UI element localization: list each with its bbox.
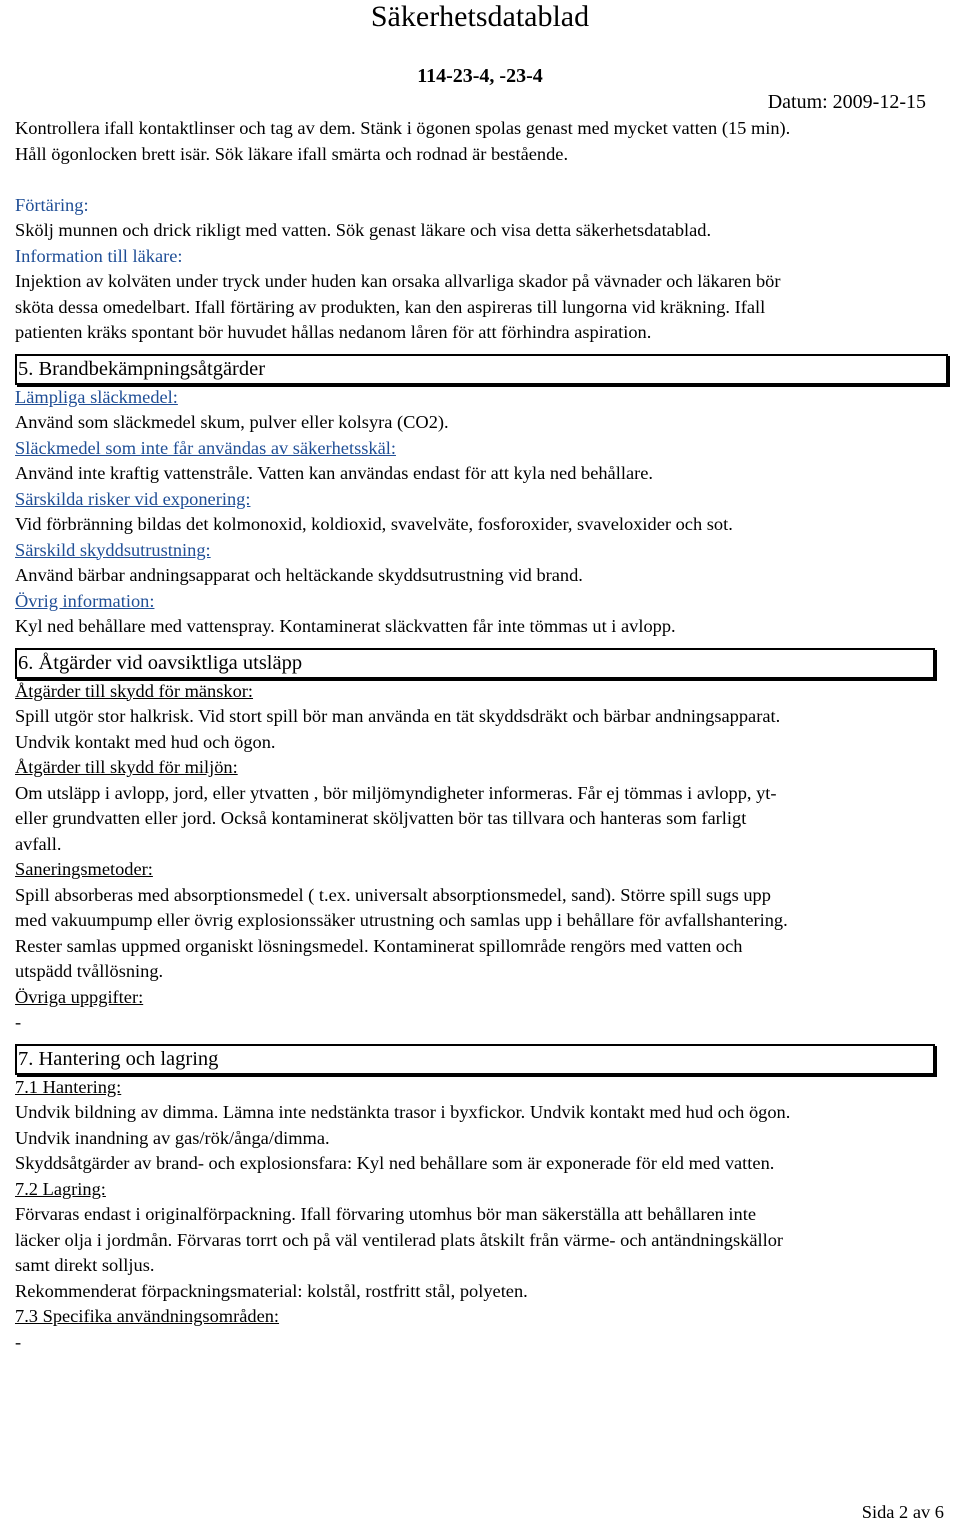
section-5-label-2: Släckmedel som inte får användas av säkerhetsskäl: <box>15 437 396 458</box>
section-5-label-4: Särskild skyddsutrustning: <box>15 539 211 560</box>
doctor-info-label: Information till läkare: <box>15 245 183 266</box>
section-7-handling-line-2: Undvik inandning av gas/rök/ånga/dimma. <box>15 1127 330 1148</box>
section-6-cleanup-line-4: utspädd tvållösning. <box>15 961 164 981</box>
document-body <box>15 116 950 1355</box>
section-6-env-line-3: avfall. <box>15 833 62 854</box>
ingestion-label: Förtäring: <box>15 194 89 215</box>
section-6-heading: 6. Åtgärder vid oavsiktliga utsläpp <box>15 648 935 679</box>
section-6-cleanup-line-1: Spill absorberas med absorptionsmedel ( t.ex. universalt absorptionsmedel, sand). Större spill sugs upp <box>15 884 771 905</box>
product-code: 114-23-4, -23-4 <box>417 65 543 87</box>
section-6-cleanup-line-2: med vakuumpump eller övrig explosionssäker utrustning och samlas upp i behållare för avfallshantering. <box>15 910 788 930</box>
document-title: Säkerhetsdatablad <box>370 0 590 33</box>
section-7-heading: 7. Hantering och lagring <box>15 1044 935 1075</box>
page-number: Sida 2 av 6 <box>861 1502 944 1522</box>
section-6-cleanup-label: Saneringsmetoder: <box>15 859 153 879</box>
section-5-text-2: Använd inte kraftig vattenstråle. Vatten kan användas endast för att kyla ned behållare. <box>15 463 653 483</box>
section-5-text-1: Använd som släckmedel skum, pulver eller kolsyra (CO2). <box>15 412 449 432</box>
section-5-label-5: Övrig information: <box>15 590 155 611</box>
section-5-label-1: Lämpliga släckmedel: <box>15 386 178 407</box>
section-7-handling-label: 7.1 Hantering: <box>15 1076 122 1097</box>
eye-contact-line-1: Kontrollera ifall kontaktlinser och tag av dem. Stänk i ögonen spolas genast med mycket vatten (15 min). <box>15 118 791 138</box>
section-6-cleanup-line-3: Rester samlas uppmed organiskt lösningsmedel. Kontaminerat spillområde rengörs med vatten och <box>15 935 743 956</box>
section-7-uses-label: 7.3 Specifika användningsområden: <box>15 1306 280 1326</box>
section-7-handling-line-3: Skyddsåtgärder av brand- och explosionsfara: Kyl ned behållare som är exponerade för eld med vatten. <box>15 1153 775 1173</box>
section-7-storage-line-3: samt direkt solljus. <box>15 1255 155 1275</box>
section-5-heading: 5. Brandbekämpningsåtgärder <box>15 354 948 385</box>
section-6-people-label: Åtgärder till skydd för mänskor: <box>15 680 254 701</box>
section-6-people-line-2: Undvik kontakt med hud och ögon. <box>15 731 276 752</box>
eye-contact-line-2: Håll ögonlocken brett isär. Sök läkare ifall smärta och rodnad är bestående. <box>15 143 569 164</box>
section-7-handling-line-1: Undvik bildning av dimma. Lämna inte nedstänkta trasor i byxfickor. Undvik kontakt med hud och ögon. <box>15 1102 791 1122</box>
section-6-people-line-1: Spill utgör stor halkrisk. Vid stort spill bör man använda en tät skyddsdräkt och bärbar andningsapparat. <box>15 706 781 726</box>
ingestion-text: Skölj munnen och drick rikligt med vatten. Sök genast läkare och visa detta säkerhetsdatablad. <box>15 220 712 240</box>
section-5-text-3: Vid förbränning bildas det kolmonoxid, koldioxid, svavelväte, fosforoxider, svaveloxider och sot. <box>15 514 733 534</box>
section-6-env-line-1: Om utsläpp i avlopp, jord, eller ytvatten , bör miljömyndigheter informeras. Får ej tömmas i avlopp, yt- <box>15 782 777 803</box>
section-6-other-label: Övriga uppgifter: <box>15 986 144 1007</box>
section-5-text-5: Kyl ned behållare med vattenspray. Kontaminerat släckvatten får inte tömmas ut i avlopp. <box>15 616 676 636</box>
section-7-storage-line-4: Rekommenderat förpackningsmaterial: kolstål, rostfritt stål, polyeten. <box>15 1280 528 1301</box>
doctor-info-line-2: sköta dessa omedelbart. Ifall förtäring av produkten, kan den aspireras till lungorna vid kräkning. Ifall <box>15 296 766 317</box>
section-5-text-4: Använd bärbar andningsapparat och heltäckande skyddsutrustning vid brand. <box>15 565 583 585</box>
section-5-label-3: Särskilda risker vid exponering: <box>15 488 251 509</box>
doctor-info-line-1: Injektion av kolväten under tryck under huden kan orsaka allvarliga skador på vävnader och läkaren bör <box>15 271 781 291</box>
document-date: Datum: 2009-12-15 <box>767 91 926 113</box>
section-7-storage-line-1: Förvaras endast i originalförpackning. Ifall förvaring utomhus bör man säkerställa att behållaren inte <box>15 1204 757 1224</box>
section-7-uses-text: - <box>15 1331 22 1352</box>
section-6-env-line-2: eller grundvatten eller jord. Också kontaminerat sköljvatten bör tas tillvara och hanteras som farligt <box>15 808 747 828</box>
section-7-storage-line-2: läcker olja i jordmån. Förvaras torrt och på väl ventilerad plats åtskilt från värme- och antändningskällor <box>15 1229 784 1250</box>
section-6-other-text: - <box>15 1012 22 1032</box>
section-7-storage-label: 7.2 Lagring: <box>15 1178 106 1199</box>
doctor-info-line-3: patienten kräks spontant bör huvudet hållas nedanom låren för att förhindra aspiration. <box>15 322 652 342</box>
section-6-env-label: Åtgärder till skydd för miljön: <box>15 757 238 777</box>
